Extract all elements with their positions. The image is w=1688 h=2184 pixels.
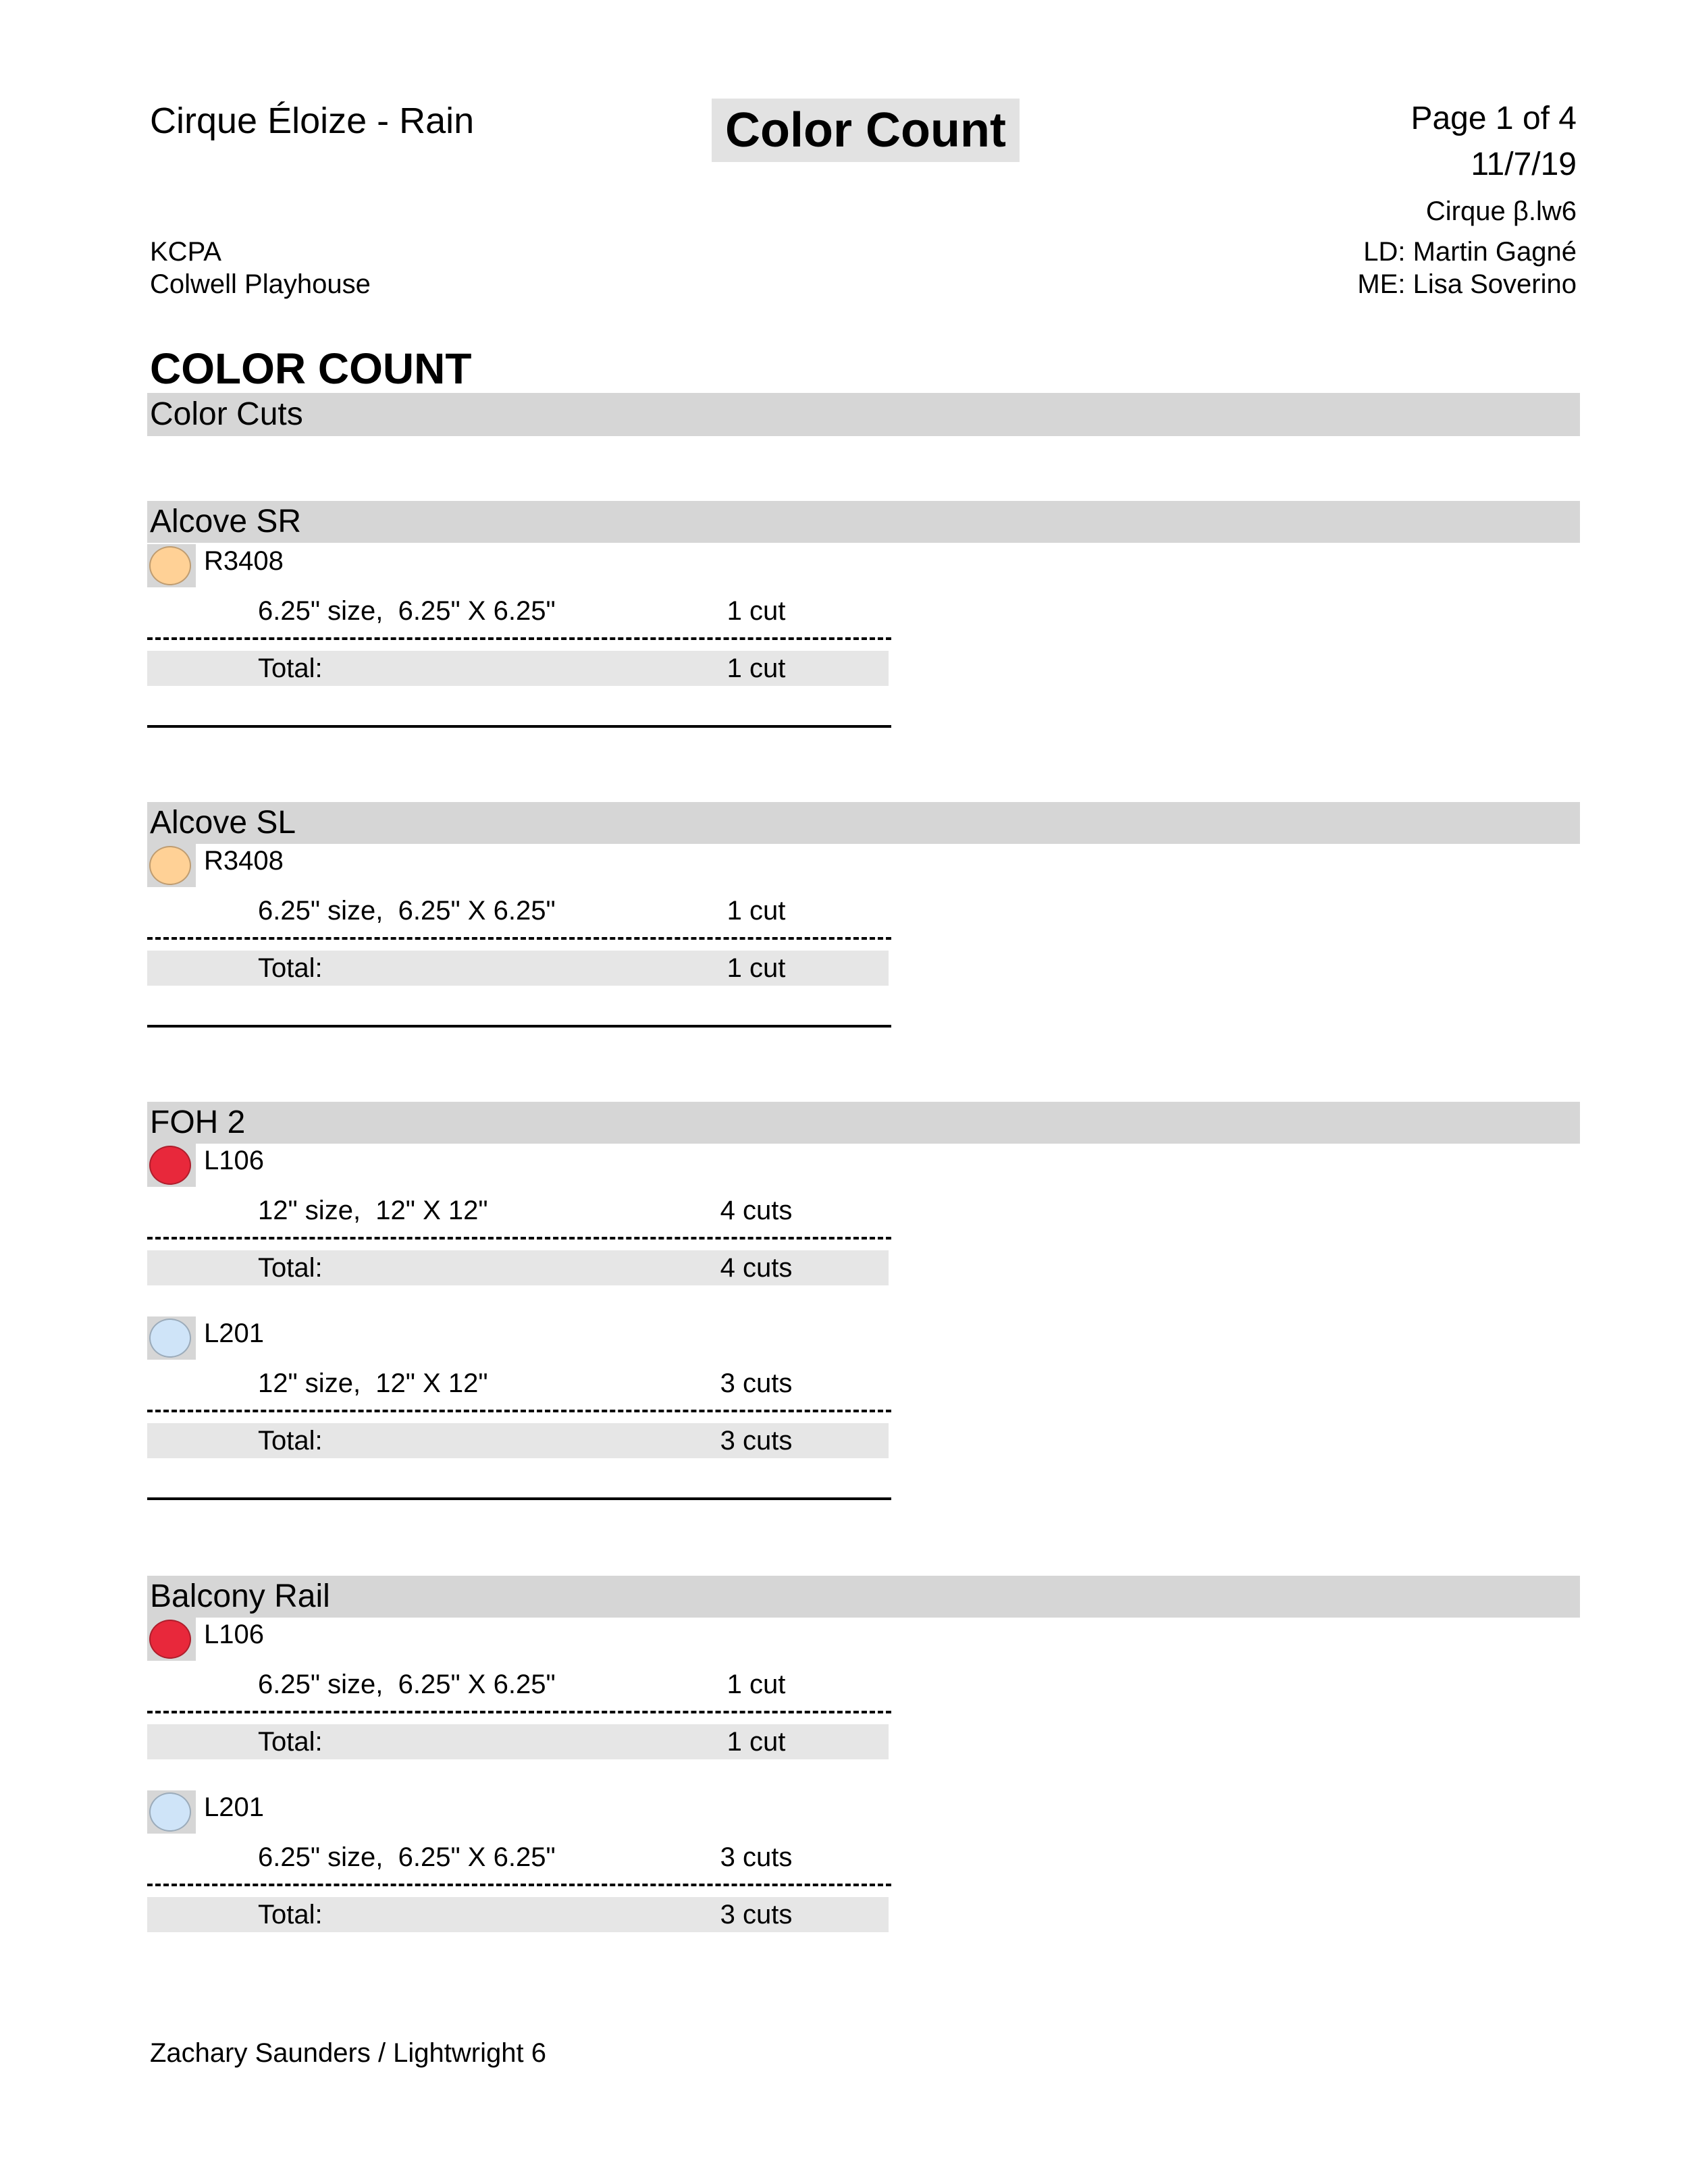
color-code: L106 <box>204 1620 264 1649</box>
dashed-divider <box>147 1711 891 1713</box>
cut-quantity: 4 cuts <box>720 1196 793 1225</box>
swatch-circle <box>149 546 191 585</box>
color-swatch <box>147 544 196 587</box>
cut-size: 6.25" size, 6.25" X 6.25" <box>258 896 556 926</box>
color-swatch <box>147 1316 196 1360</box>
total-quantity: 1 cut <box>727 953 786 983</box>
swatch-circle <box>149 1620 191 1659</box>
total-quantity: 1 cut <box>727 654 786 683</box>
cut-size: 12" size, 12" X 12" <box>258 1196 488 1225</box>
color-swatch <box>147 1618 196 1661</box>
cut-quantity: 1 cut <box>727 1670 786 1699</box>
total-label: Total: <box>258 1900 323 1929</box>
total-label: Total: <box>258 953 323 983</box>
color-code: L106 <box>204 1146 264 1175</box>
section-divider <box>147 725 891 728</box>
total-row <box>147 1250 889 1285</box>
section-subheading: Color Cuts <box>147 393 1580 436</box>
total-label: Total: <box>258 1727 323 1757</box>
show-title: Cirque Éloize - Rain <box>150 101 475 141</box>
color-swatch <box>147 844 196 887</box>
report-title: Color Count <box>712 99 1020 162</box>
dashed-divider <box>147 937 891 940</box>
swatch-circle <box>149 1319 191 1358</box>
footer-credit: Zachary Saunders / Lightwright 6 <box>150 2038 546 2068</box>
swatch-circle <box>149 1146 191 1185</box>
master-electrician: ME: Lisa Soverino <box>1357 269 1577 299</box>
total-label: Total: <box>258 654 323 683</box>
dashed-divider <box>147 1410 891 1412</box>
venue-org: KCPA <box>150 237 221 267</box>
swatch-circle <box>149 846 191 885</box>
cut-quantity: 1 cut <box>727 596 786 626</box>
total-row <box>147 1423 889 1458</box>
venue-hall: Colwell Playhouse <box>150 269 371 299</box>
total-quantity: 3 cuts <box>720 1426 793 1456</box>
total-row <box>147 1724 889 1759</box>
position-header: FOH 2 <box>147 1102 1580 1144</box>
cut-size: 6.25" size, 6.25" X 6.25" <box>258 1842 556 1872</box>
cut-size: 6.25" size, 6.25" X 6.25" <box>258 596 556 626</box>
total-label: Total: <box>258 1426 323 1456</box>
lighting-designer: LD: Martin Gagné <box>1363 237 1577 267</box>
cut-size: 12" size, 12" X 12" <box>258 1368 488 1398</box>
cut-quantity: 1 cut <box>727 896 786 926</box>
total-row <box>147 651 889 686</box>
color-code: R3408 <box>204 846 284 876</box>
position-header: Alcove SR <box>147 501 1580 543</box>
color-code: L201 <box>204 1319 264 1348</box>
section-divider <box>147 1497 891 1500</box>
dashed-divider <box>147 1884 891 1886</box>
cut-size: 6.25" size, 6.25" X 6.25" <box>258 1670 556 1699</box>
total-row <box>147 951 889 986</box>
color-swatch <box>147 1144 196 1187</box>
color-code: R3408 <box>204 546 284 576</box>
cut-quantity: 3 cuts <box>720 1842 793 1872</box>
position-header: Alcove SL <box>147 802 1580 844</box>
section-heading: COLOR COUNT <box>150 344 472 393</box>
color-swatch <box>147 1790 196 1834</box>
total-quantity: 1 cut <box>727 1727 786 1757</box>
total-quantity: 4 cuts <box>720 1253 793 1283</box>
dashed-divider <box>147 1237 891 1240</box>
report-date: 11/7/19 <box>1471 147 1577 182</box>
position-header: Balcony Rail <box>147 1576 1580 1618</box>
section-divider <box>147 1025 891 1028</box>
dashed-divider <box>147 637 891 640</box>
color-code: L201 <box>204 1792 264 1822</box>
total-label: Total: <box>258 1253 323 1283</box>
page-number: Page 1 of 4 <box>1410 101 1577 136</box>
cut-quantity: 3 cuts <box>720 1368 793 1398</box>
swatch-circle <box>149 1792 191 1832</box>
file-name: Cirque β.lw6 <box>1425 196 1577 226</box>
total-quantity: 3 cuts <box>720 1900 793 1929</box>
total-row <box>147 1897 889 1932</box>
